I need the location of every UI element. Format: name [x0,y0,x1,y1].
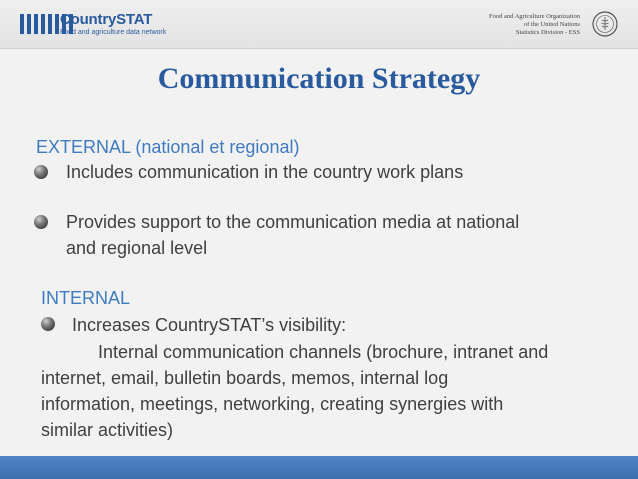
slide-header [0,0,638,49]
slide-title: Communication Strategy [157,62,481,95]
bullet-icon [41,317,55,331]
logo-tagline: Food and agriculture data network [60,29,167,36]
internal-heading: INTERNAL [41,288,131,308]
bullet-icon [34,165,48,179]
external-bullet-2-line-1: Provides support to the communication media at national [66,212,520,232]
footer-band [0,456,638,479]
internal-paragraph-line-3: information, meetings, networking, creating synergies with [41,394,504,414]
internal-bullet: Increases CountrySTAT’s visibility: [72,315,347,335]
external-heading: EXTERNAL (national et regional) [36,137,300,157]
org-line: Food and Agriculture Organization [488,13,580,20]
fao-emblem-icon [592,11,618,37]
logo-name: CountrySTAT [60,11,153,28]
internal-paragraph-line-1: Internal communication channels (brochure, intranet and [98,342,549,362]
org-line: Statistics Division - ESS [515,29,580,36]
bullet-icon [34,215,48,229]
external-bullet-1: Includes communication in the country work plans [66,162,464,182]
org-line: of the United Nations [523,21,580,28]
organization-name [489,13,580,37]
internal-paragraph-line-4: similar activities) [41,420,174,440]
internal-paragraph-line-2: internet, email, bulletin boards, memos, internal log [41,368,449,388]
external-bullet-2-line-2: and regional level [66,238,208,258]
